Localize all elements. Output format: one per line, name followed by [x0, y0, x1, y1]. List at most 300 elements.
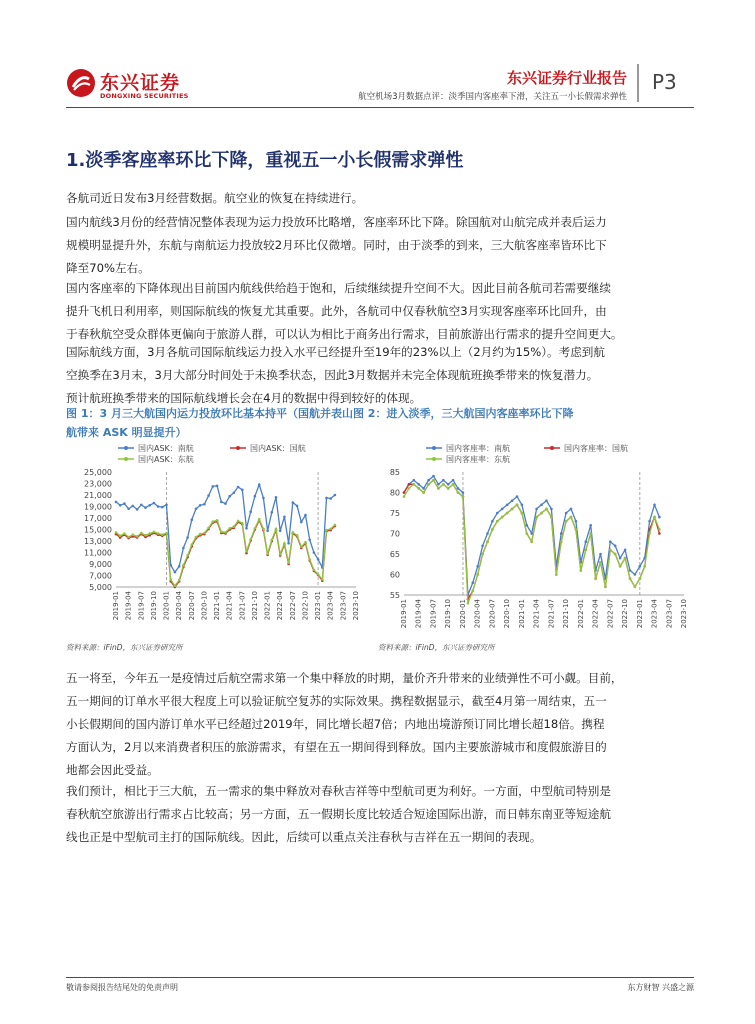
- data-point: [565, 520, 568, 523]
- x-tick-label: 2023-07: [665, 599, 674, 629]
- data-point: [619, 565, 622, 568]
- data-point: [249, 510, 252, 513]
- data-point: [599, 553, 602, 556]
- paragraph-line: 于春秋航空受众群体更偏向于旅游人群，可以认为相比于商务出行需求，目前旅游出行需求的提升空间更大。: [66, 327, 623, 341]
- data-point: [570, 508, 573, 511]
- data-point: [233, 525, 236, 528]
- x-tick-label: 2021-01: [213, 591, 222, 621]
- data-point: [614, 545, 617, 548]
- x-tick-label: 2020-04: [473, 599, 482, 629]
- data-point: [224, 502, 227, 505]
- data-point: [233, 491, 236, 494]
- data-point: [144, 534, 147, 537]
- data-point: [321, 578, 324, 581]
- data-point: [279, 553, 282, 556]
- data-point: [560, 532, 563, 535]
- data-point: [195, 508, 198, 511]
- y-tick-label: 15,000: [84, 525, 112, 535]
- chart-load-factor: [378, 440, 694, 630]
- data-point: [186, 554, 189, 557]
- data-point: [136, 535, 139, 538]
- data-point: [643, 565, 646, 568]
- legend-label: 国内ASK：国航: [250, 444, 306, 453]
- x-tick-label: 2019-04: [414, 599, 423, 629]
- legend-marker: [124, 446, 128, 450]
- data-point: [658, 516, 661, 519]
- y-tick-label: 85: [389, 468, 400, 477]
- data-point: [203, 532, 206, 535]
- data-point: [140, 504, 143, 507]
- data-point: [526, 524, 529, 527]
- data-point: [599, 561, 602, 564]
- data-point: [545, 508, 548, 511]
- x-tick-label: 2021-07: [238, 591, 247, 621]
- data-point: [427, 479, 430, 482]
- legend-marker: [432, 446, 436, 450]
- paragraph-2: [66, 211, 696, 280]
- x-tick-label: 2021-04: [532, 599, 541, 629]
- paragraph-line: 春秋航空旅游出行需求占比较高；另一方面，五一假期长度比较适合短途国际出游，而日韩东南亚等短途航: [66, 807, 611, 821]
- data-point: [501, 516, 504, 519]
- data-point: [174, 585, 177, 588]
- data-point: [300, 546, 303, 549]
- data-point: [300, 521, 303, 524]
- data-point: [228, 495, 231, 498]
- data-point: [653, 516, 656, 519]
- data-point: [241, 489, 244, 492]
- data-point: [486, 540, 489, 543]
- data-point: [639, 565, 642, 568]
- data-point: [516, 504, 519, 507]
- x-tick-label: 2020-04: [175, 591, 184, 621]
- data-point: [199, 504, 202, 507]
- section-title: 1.淡季客座率环比下降，重视五一小长假需求弹性: [66, 150, 464, 171]
- paragraph-line: 国内航线3月份的经营情况整体表现为运力投放环比略增，客座率环比下降。除国航对山航完成并表后运力: [66, 215, 607, 229]
- data-point: [262, 528, 265, 531]
- data-point: [313, 551, 316, 554]
- data-point: [169, 578, 172, 581]
- data-point: [422, 491, 425, 494]
- data-point: [127, 536, 130, 539]
- data-point: [115, 531, 118, 534]
- data-point: [119, 535, 122, 538]
- data-point: [501, 508, 504, 511]
- data-point: [329, 497, 332, 500]
- paragraph-line: 空换季在3月末，3月大部分时间处于未换季状态，因此3月数据并未完全体现航班换季带来的恢复潜力。: [66, 368, 599, 382]
- data-point: [161, 533, 164, 536]
- data-point: [521, 504, 524, 507]
- data-point: [287, 542, 290, 545]
- y-tick-label: 60: [389, 570, 400, 580]
- data-point: [237, 486, 240, 489]
- data-point: [228, 527, 231, 530]
- data-point: [186, 536, 189, 539]
- y-tick-label: 80: [389, 488, 400, 498]
- paragraph-line: 线也正是中型航司主打的国际航线。因此，后续可以重点关注春秋与吉祥在五一期间的表现。: [66, 830, 542, 844]
- paragraph-line: 降至70%左右。: [66, 261, 150, 275]
- data-point: [526, 532, 529, 535]
- x-tick-label: 2020-01: [458, 599, 467, 629]
- data-point: [254, 495, 257, 498]
- y-tick-label: 25,000: [84, 468, 112, 477]
- footer-disclaimer: 敬请参阅报告结尾处的免责声明: [66, 983, 178, 992]
- data-point: [212, 520, 215, 523]
- data-point: [182, 547, 185, 550]
- paragraph-line: 规模明显提升外，东航与南航运力投放较2月环比仅微增。同时，由于淡季的到来，三大航客座率皆环比下: [66, 238, 607, 252]
- data-point: [258, 518, 261, 521]
- data-point: [119, 504, 122, 507]
- x-tick-label: 2021-04: [225, 591, 234, 621]
- data-point: [283, 516, 286, 519]
- data-point: [585, 549, 588, 552]
- data-point: [653, 504, 656, 507]
- data-point: [275, 528, 278, 531]
- data-point: [408, 483, 411, 486]
- company-logo: [66, 66, 189, 106]
- y-tick-label: 5,000: [89, 583, 112, 592]
- data-point: [472, 590, 475, 593]
- data-point: [457, 491, 460, 494]
- data-point: [157, 505, 160, 508]
- data-point: [308, 539, 311, 542]
- data-point: [249, 538, 252, 541]
- data-point: [486, 532, 489, 535]
- data-point: [472, 581, 475, 584]
- x-tick-label: 2021-01: [517, 599, 526, 629]
- data-point: [220, 501, 223, 504]
- data-point: [203, 503, 206, 506]
- data-point: [648, 520, 651, 523]
- paragraph-3: [66, 277, 696, 346]
- data-point: [304, 514, 307, 517]
- data-point: [292, 531, 295, 534]
- figure-1-caption-line2: 航带来 ASK 明显提升）: [66, 426, 187, 439]
- data-point: [157, 532, 160, 535]
- x-tick-label: 2021-10: [250, 591, 259, 621]
- data-point: [153, 502, 156, 505]
- paragraph-1: [66, 187, 696, 210]
- paragraph-line: 小长假期间的国内游订单水平已经超过2019年，同比增长超7倍；内地出境游预订同比增长超18倍。携程: [66, 717, 605, 731]
- x-tick-label: 2020-10: [200, 591, 209, 621]
- data-point: [589, 532, 592, 535]
- data-point: [658, 528, 661, 531]
- data-point: [241, 522, 244, 525]
- data-point: [313, 569, 316, 572]
- data-point: [220, 531, 223, 534]
- data-point: [123, 532, 126, 535]
- data-point: [639, 577, 642, 580]
- data-point: [447, 483, 450, 486]
- legend-label: 国内ASK：东航: [138, 455, 194, 464]
- data-point: [325, 529, 328, 532]
- x-tick-label: 2023-10: [680, 599, 688, 629]
- data-point: [191, 543, 194, 546]
- figure-1-caption: [66, 405, 573, 421]
- data-point: [442, 483, 445, 486]
- data-point: [292, 501, 295, 504]
- data-point: [132, 533, 135, 536]
- data-point: [136, 508, 139, 511]
- paragraph-line: 五一将至，今年五一是疫情过后航空需求第一个集中释放的时期，量价齐升带来的业绩弹性不可小觑。目前，: [66, 671, 623, 685]
- x-tick-label: 2019-01: [400, 599, 408, 629]
- data-point: [427, 483, 430, 486]
- data-point: [279, 529, 282, 532]
- data-point: [245, 550, 248, 553]
- data-point: [555, 573, 558, 576]
- data-point: [629, 577, 632, 580]
- data-point: [560, 540, 563, 543]
- data-point: [254, 527, 257, 530]
- data-point: [437, 487, 440, 490]
- x-tick-label: 2019-10: [444, 599, 453, 629]
- data-point: [148, 532, 151, 535]
- x-tick-label: 2019-07: [137, 591, 146, 621]
- paragraph-line: 方面认为，2月以来消费者积压的旅游需求，有望在五一期间得到释放。国内主要旅游城市和度假旅游目的: [66, 740, 607, 754]
- data-point: [481, 545, 484, 548]
- series-line-0: [116, 485, 335, 572]
- data-point: [442, 479, 445, 482]
- data-point: [506, 512, 509, 515]
- data-point: [609, 540, 612, 543]
- paragraph-line: 五一期间的订单水平很大程度上可以验证航空复苏的实际效果。携程数据显示，截至4月第一周结束，五一: [66, 694, 607, 708]
- data-point: [432, 475, 435, 478]
- x-tick-label: 2023-04: [326, 591, 335, 621]
- data-point: [614, 553, 617, 556]
- x-tick-label: 2023-04: [650, 599, 659, 629]
- series-line-2: [116, 519, 335, 586]
- data-point: [317, 558, 320, 561]
- data-point: [165, 504, 168, 507]
- data-point: [207, 527, 210, 530]
- legend-label: 国内ASK：南航: [138, 444, 194, 453]
- figure-1-caption-text: 图 1：3 月三大航国内运力投放环比基本持平（: [66, 407, 298, 420]
- data-point: [178, 565, 181, 568]
- data-point: [216, 519, 219, 522]
- y-tick-label: 75: [389, 509, 400, 518]
- y-tick-label: 7,000: [89, 571, 112, 581]
- x-tick-label: 2019-10: [149, 591, 158, 621]
- data-point: [491, 520, 494, 523]
- x-tick-label: 2022-07: [288, 591, 297, 621]
- data-point: [476, 573, 479, 576]
- data-point: [619, 557, 622, 560]
- data-point: [212, 485, 215, 488]
- data-point: [403, 491, 406, 494]
- data-point: [408, 487, 411, 490]
- data-point: [575, 528, 578, 531]
- data-point: [516, 495, 519, 498]
- x-tick-label: 2020-10: [503, 599, 512, 629]
- y-tick-label: 55: [389, 591, 400, 600]
- data-point: [287, 562, 290, 565]
- data-point: [216, 485, 219, 488]
- data-point: [304, 541, 307, 544]
- y-tick-label: 70: [389, 529, 400, 539]
- data-point: [506, 504, 509, 507]
- data-point: [275, 496, 278, 499]
- report-subtitle: 航空机场3月数据点评：淡季国内客座率下滑，关注五一小长假需求弹性: [358, 92, 627, 102]
- data-point: [115, 501, 118, 504]
- data-point: [296, 505, 299, 508]
- data-point: [580, 569, 583, 572]
- series-line-1: [116, 520, 335, 587]
- y-tick-label: 21,000: [84, 491, 112, 500]
- data-point: [266, 529, 269, 532]
- data-point: [195, 536, 198, 539]
- data-point: [144, 506, 147, 509]
- data-point: [467, 602, 470, 605]
- data-point: [224, 531, 227, 534]
- data-point: [476, 565, 479, 568]
- data-point: [271, 539, 274, 542]
- data-point: [570, 516, 573, 519]
- data-point: [325, 497, 328, 500]
- x-tick-label: 2022-04: [591, 599, 600, 629]
- data-point: [422, 487, 425, 490]
- paragraph-line: 预计航班换季带来的国际航线增长会在4月的数据中得到较好的体现。: [66, 391, 422, 405]
- figure-1-source: 资料来源：iFinD，东兴证券研究所: [66, 643, 183, 652]
- data-point: [462, 491, 465, 494]
- x-tick-label: 2022-10: [301, 591, 310, 621]
- data-point: [634, 586, 637, 589]
- data-point: [535, 508, 538, 511]
- data-point: [585, 540, 588, 543]
- data-point: [447, 487, 450, 490]
- x-tick-label: 2022-07: [606, 599, 615, 629]
- data-point: [624, 549, 627, 552]
- data-point: [237, 520, 240, 523]
- x-tick-label: 2019-01: [112, 591, 120, 621]
- data-point: [140, 532, 143, 535]
- y-tick-label: 23,000: [84, 479, 112, 489]
- figure-2-source: 资料来源：iFinD，东兴证券研究所: [378, 643, 495, 652]
- data-point: [634, 573, 637, 576]
- x-tick-label: 2019-04: [124, 591, 133, 621]
- x-tick-label: 2023-10: [352, 591, 360, 621]
- legend-label: 国内客座率：南航: [446, 444, 510, 453]
- data-point: [575, 520, 578, 523]
- data-point: [511, 508, 514, 511]
- data-point: [413, 479, 416, 482]
- data-point: [530, 540, 533, 543]
- y-tick-label: 9,000: [89, 560, 112, 569]
- data-point: [457, 487, 460, 490]
- data-point: [491, 528, 494, 531]
- figure-2-caption-text: 国航并表山图 2：进入淡季，三大航国内客座率环比下降: [297, 407, 574, 420]
- data-point: [258, 483, 261, 486]
- data-point: [481, 553, 484, 556]
- data-point: [437, 483, 440, 486]
- paragraph-line: 国内客座率的下降体现出目前国内航线供给趋于饱和，后续继续提升空间不大。因此目前各航司若需要继续: [66, 281, 611, 295]
- data-point: [271, 511, 274, 514]
- data-point: [545, 499, 548, 502]
- chart-ask-svg: [66, 440, 366, 630]
- data-point: [161, 506, 164, 509]
- footer-divider: [66, 977, 694, 978]
- data-point: [329, 528, 332, 531]
- data-point: [334, 524, 337, 527]
- data-point: [403, 495, 406, 498]
- data-point: [432, 479, 435, 482]
- data-point: [127, 508, 130, 511]
- x-tick-label: 2021-07: [547, 599, 556, 629]
- data-point: [624, 557, 627, 560]
- legend-marker: [236, 446, 240, 450]
- x-tick-label: 2021-10: [562, 599, 571, 629]
- company-logo-icon: [66, 68, 96, 98]
- paragraph-line: 提升飞机日利用率，则国际航线的恢复尤其重要。此外，各航司中仅春秋航空3月实现客座率环比回升，由: [66, 304, 607, 318]
- data-point: [308, 558, 311, 561]
- paragraph-line: 各航司近日发布3月经营数据。航空业的恢复在持续进行。: [66, 191, 364, 205]
- data-point: [521, 512, 524, 515]
- page-header: [0, 0, 755, 110]
- data-point: [658, 532, 661, 535]
- data-point: [174, 571, 177, 574]
- data-point: [629, 569, 632, 572]
- data-point: [594, 577, 597, 580]
- data-point: [604, 586, 607, 589]
- data-point: [153, 531, 156, 534]
- data-point: [334, 494, 337, 497]
- data-point: [511, 499, 514, 502]
- x-tick-label: 2022-01: [263, 591, 272, 621]
- x-tick-label: 2023-07: [339, 591, 348, 621]
- data-point: [266, 552, 269, 555]
- data-point: [191, 518, 194, 521]
- paragraph-line: 地都会因此受益。: [66, 763, 159, 777]
- company-name-cn: 东兴证券: [100, 72, 181, 94]
- x-tick-label: 2022-04: [276, 591, 285, 621]
- x-tick-label: 2023-01: [314, 591, 323, 621]
- data-point: [565, 512, 568, 515]
- company-name-en: DONGXING SECURITIES: [100, 92, 189, 100]
- header-divider: [66, 107, 694, 108]
- data-point: [245, 527, 248, 530]
- data-point: [417, 483, 420, 486]
- legend-marker: [432, 457, 436, 461]
- paragraph-line: 国际航线方面，3月各航司国际航线运力投入水平已经提升至19年的23%以上（2月约为15%）。考虑到航: [66, 345, 605, 359]
- x-tick-label: 2023-01: [635, 599, 644, 629]
- y-tick-label: 17,000: [84, 514, 112, 523]
- data-point: [452, 479, 455, 482]
- data-point: [535, 516, 538, 519]
- data-point: [317, 573, 320, 576]
- footer-slogan: 东方财智 兴盛之源: [627, 983, 694, 992]
- data-point: [609, 549, 612, 552]
- legend-label: 国内客座率：东航: [446, 455, 510, 464]
- data-point: [262, 497, 265, 500]
- x-tick-label: 2020-01: [162, 591, 171, 621]
- data-point: [462, 495, 465, 498]
- data-point: [123, 502, 126, 505]
- data-point: [550, 508, 553, 511]
- data-point: [648, 532, 651, 535]
- data-point: [589, 524, 592, 527]
- data-point: [540, 504, 543, 507]
- x-tick-label: 2022-01: [576, 599, 585, 629]
- y-tick-label: 65: [389, 550, 400, 559]
- x-tick-label: 2019-07: [429, 599, 438, 629]
- data-point: [540, 512, 543, 515]
- data-point: [148, 504, 151, 507]
- data-point: [283, 542, 286, 545]
- page-number: P3: [652, 70, 677, 94]
- series-line-0: [404, 476, 659, 595]
- report-type: 东兴证券行业报告: [506, 69, 627, 87]
- data-point: [413, 483, 416, 486]
- y-tick-label: 13,000: [84, 537, 112, 546]
- data-point: [496, 512, 499, 515]
